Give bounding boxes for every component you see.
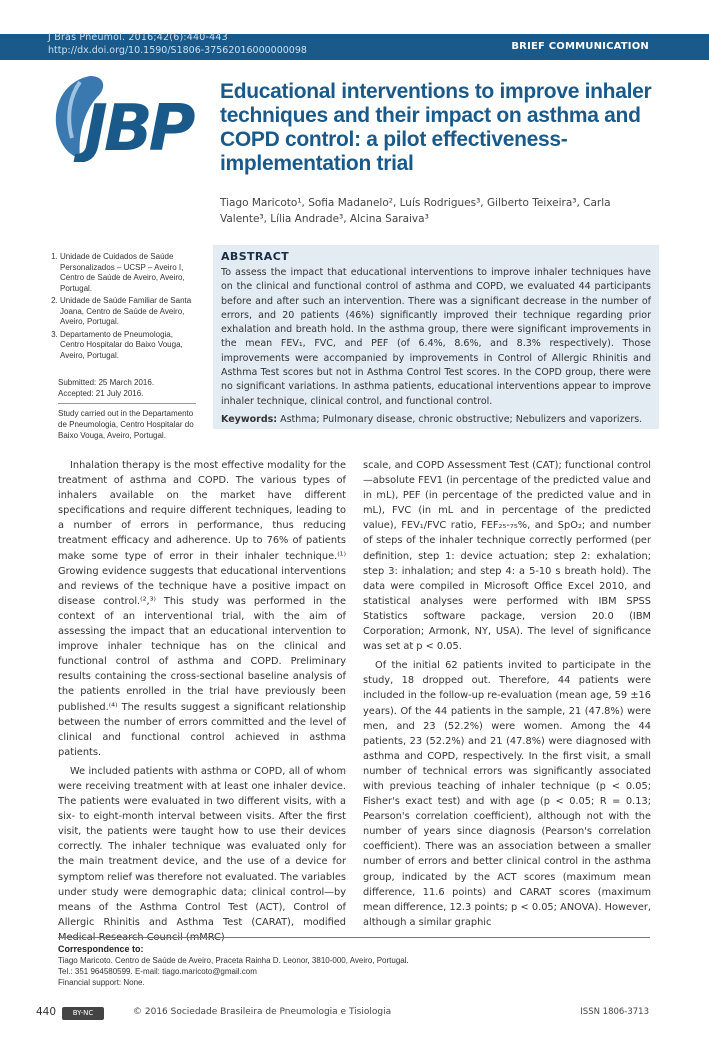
author-list: Tiago Maricoto¹, Sofia Madanelo², Luís Rodrigues³, Gilberto Teixeira³, Carla Valente³, Lília Andrade³, Alcina Saraiva³ [220, 197, 611, 225]
issn: ISSN 1806-3713 [580, 1007, 649, 1017]
correspondence-contact[interactable]: Tel.: 351 964580599. E-mail: tiago.maricoto@gmail.com [58, 967, 257, 976]
body-column-right [363, 458, 651, 930]
correspondence-block [58, 937, 650, 988]
affiliation-item: 1. Unidade de Cuidados de Saúde Personalizados – UCSP – Aveiro I, Centro de Saúde de Aveiro, Aveiro, Portugal. [60, 252, 196, 294]
abstract-body: To assess the impact that educational interventions to improve inhaler techniques have on the clinical and functional control of asthma and COPD, we evaluated 44 participants before and after such an intervention. There was a significant decrease in the number of errors, and 20 patients (46%) significantly improved their technique regarding prior exhalation and breath hold. In the asthma group, there were significant improvements in the mean FEV₁, FVC, and PEF (of 6.4%, 8.6%, and 8.3% respectively). Those improvements were accompanied by improvements in Control of Allergic Rhinitis and Asthma Test scores but not in Asthma Control Test scores. In the COPD group, there were no significant variations. In asthma patients, educational interventions appear to improve inhaler technique, clinical control, and functional control. [221, 267, 651, 407]
keywords [221, 413, 651, 426]
article-title: Educational interventions to improve inhaler techniques and their impact on asthma and COPD control: a pilot effectiveness-implementation trial [220, 80, 652, 175]
paragraph: Of the initial 62 patients invited to participate in the study, 18 dropped out. Therefore, 44 patients were included in the follow-up re-evaluation (mean age, 59 ±16 years). Of the 44 patients in the sample, 21 (47.8%) were men, and 23 (52.2%) were women. Among the 44 patients, 23 (52.2%) and 21 (47.8%) were diagnosed with asthma and COPD, respectively. In the first visit, a small number of technical errors was significantly associated with previous teaching of inhaler technique (p < 0.05; Fisher's exact test) and with age (p < 0.05; R = 0.13; Pearson's correlation coefficient), although not with the number of years since diagnosis (Pearson's correlation coefficient). There was an association between a smaller number of errors and better clinical control in the asthma group, indicated by the ACT scores (maximum mean difference, 11.6 points) and CARAT scores (maximum mean difference, 12.3 points; p < 0.05; ANOVA). However, although a similar graphic [363, 660, 651, 928]
section-label: BRIEF COMMUNICATION [511, 41, 649, 52]
jbp-logo [50, 72, 210, 162]
paragraph: Inhalation therapy is the most effective modality for the treatment of asthma and COPD. The various types of inhalers available on the market have different specifications and require different techniques, leading to a number of errors in performance, thus reducing treatment efficacy and adherence. Up to 76% of patients make some type of error in their inhaler technique.⁽¹⁾ Growing evidence suggests that educational interventions and reviews of the technique have a positive impact on disease control.⁽²,³⁾ This study was performed in the context of an interventional trial, with the aim of assessing the impact that an educational intervention to improve inhaler technique has on the clinical and functional control of asthma and COPD. Preliminary results containing the cross-sectional baseline analysis of the patients enrolled in the trial have previously been published.⁽⁴⁾ The results suggest a significant relationship between the number of errors committed and the level of clinical and functional control achieved in asthma patients. [58, 460, 346, 758]
affiliations [48, 252, 196, 363]
doi-link[interactable]: http://dx.doi.org/10.1590/S1806-37562016000000098 [48, 45, 307, 56]
affiliation-item: 3. Departamento de Pneumologia, Centro Hospitalar do Baixo Vouga, Aveiro, Portugal. [60, 330, 196, 362]
paragraph: scale, and COPD Assessment Test (CAT); functional control—absolute FEV1 (in percentage of the predicted value and in mL), PEF (in percentage of the predicted value and in mL), FVC (in mL and in percentage of the predicted value), FEV₁/FVC ratio, FEF₂₅-₇₅%, and SpO₂; and number of steps of the inhaler technique correctly performed (per definition, step 1: device actuation; step 2: exhalation; step 3: inhalation; and step 4: a 5-10 s breath hold). The data were compiled in Microsoft Office Excel 2010, and statistical analyses were performed with IBM SPSS Statistics software package, version 20.0 (IBM Corporation; Armonk, NY, USA). The level of significance was set at p < 0.05. [363, 460, 651, 653]
journal-header-bar [0, 34, 709, 60]
keywords-label: Keywords: [221, 413, 278, 425]
paragraph: We included patients with asthma or COPD, all of whom were receiving treatment with at least one inhaler device. The patients were evaluated in two different visits, with a six- to eight-month interval between visits. After the first visit, the patients were taught how to use their devices correctly. The inhaler technique was evaluated only for the main treatment device, and the use of a device for symptom relief was therefore not evaluated. The variables under study were demographic data; clinical control—by means of the Asthma Control Test (ACT), Control of Allergic Rhinitis and Asthma Test (CARAT), modified Medical Research Council (mMRC) [58, 765, 346, 943]
page-footer [0, 1006, 709, 1026]
page-number: 440 [36, 1006, 57, 1018]
copyright-notice: © 2016 Sociedade Brasileira de Pneumologia e Tisiologia [133, 1007, 392, 1017]
body-column-left [58, 458, 346, 945]
correspondence-heading: Correspondence to: [58, 944, 144, 954]
journal-citation: J Bras Pneumol. 2016;42(6):440-443 [48, 32, 228, 43]
logo-text: JBP [84, 92, 192, 162]
financial-support: Financial support: None. [58, 978, 145, 987]
cc-license-icon[interactable]: BY-NC [62, 1007, 104, 1020]
keywords-value: Asthma; Pulmonary disease, chronic obstructive; Nebulizers and vaporizers. [280, 413, 643, 425]
study-location: Study carried out in the Departamento de Pneumologia, Centro Hospitalar do Baixo Vouga, Aveiro, Portugal. [58, 409, 194, 440]
submission-dates [58, 378, 196, 404]
correspondence-address: Tiago Maricoto. Centro de Saúde de Aveiro, Praceta Rainha D. Leonor, 3810-000, Aveiro, Portugal. [58, 956, 409, 965]
abstract-heading: ABSTRACT [221, 250, 290, 263]
accepted-date: Accepted: 21 July 2016. [58, 388, 144, 398]
affiliation-item: 2. Unidade de Saúde Familiar de Santa Joana, Centro de Saúde de Aveiro, Aveiro, Portugal. [60, 296, 196, 328]
submitted-date: Submitted: 25 March 2016. [58, 378, 155, 387]
abstract-box [213, 245, 659, 429]
